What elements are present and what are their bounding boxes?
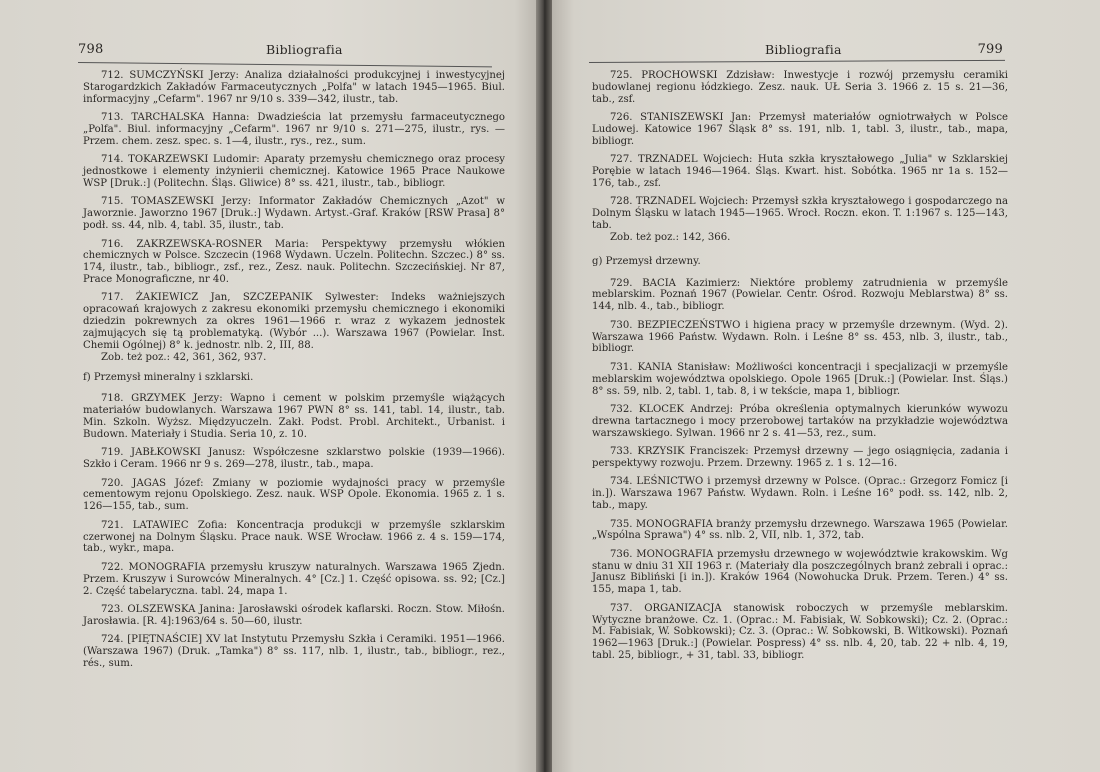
left-running-head: Bibliografia [266,42,343,57]
bibliography-entry: 717. ŻAKIEWICZ Jan, SZCZEPANIK Sylwester: Indeks ważniejszych opracowań krajowych z zakresu ekonomiki przemysłu chemicznego i ekonomiki dziedzin pokrewnych za okres 1961—1966 r. wraz z wykazem jednostek zajmujących się tą problematyką. (Wybór ...). Warszawa 1967 (Powielar. Inst. Chemii Ogólnej) 8° k. jednostr. nlb. 2, III, 88. [83,292,505,351]
section-heading: f) Przemysł mineralny i szklarski. [83,371,254,383]
bibliography-entry: 734. LEŚNICTWO i przemysł drzewny w Polsce. (Oprac.: Grzegorz Fomicz [i in.]). Warszawa 1967 Państw. Wydawn. Roln. i Leśne 16° podł. ss. 142, nlb. 2, tab., mapy. [592,476,1008,512]
section-heading: g) Przemysł drzewny. [592,255,701,267]
bibliography-entry: 715. TOMASZEWSKI Jerzy: Informator Zakładów Chemicznych „Azot" w Jaworznie. Jaworzno 1967 [Druk.:] Wydawn. Artyst.-Graf. Kraków [RSW Prasa] 8° podł. ss. 44, nlb. 4, tabl. 35, ilustr., tab. [83,196,505,232]
right-page-header [589,42,1003,60]
bibliography-entry: 722. MONOGRAFIA przemysłu kruszyw naturalnych. Warszawa 1965 Zjedn. Przem. Kruszyw i Surowców Mineralnych. 4° [Cz.] 1. Część opisowa. ss. 92; [Cz.] 2. Część tabelaryczna. tabl. 24, mapa 1. [83,561,505,597]
right-page-number: 799 [977,42,1003,57]
bibliography-entry: 727. TRZNADEL Wojciech: Huta szkła kryształowego „Julia" w Szklarskiej Porębie w latach 1946—1964. Śląs. Kwart. hist. Sobótka. 1965 nr 1a s. 152—176, tab., zsf. [592,154,1008,189]
bibliography-entry: 723. OLSZEWSKA Janina: Jarosławski ośrodek kaflarski. Roczn. Stow. Miłośn. Jarosławia. [R. 4]:1963/64 s. 50—60, ilustr. [83,604,505,627]
right-page-content [592,70,1008,669]
right-header-rule [589,60,1005,63]
bibliography-entry: 730. BEZPIECZEŃSTWO i higiena pracy w przemyśle drzewnym. (Wyd. 2). Warszawa 1966 Państw. Wydawn. Roln. i Leśne 8° ss. 453, nlb. 3, ilustr., tab., bibliogr. [592,319,1008,355]
bibliography-entry: 726. STANISZEWSKI Jan: Przemysł materiałów ogniotrwałych w Polsce Ludowej. Katowice 1967 Śląsk 8° ss. 191, nlb. 1, tabl. 3, ilustr., tab., mapa, bibliogr. [592,112,1008,147]
left-page-content [83,70,505,676]
bibliography-entry: 736. MONOGRAFIA przemysłu drzewnego w województwie krakowskim. Wg stanu w dniu 31 XII 1963 r. (Materiały dla poszczególnych branż zebrali i oprac.: Janusz Bibliński [i in.]). Kraków 1964 (Nowohucka Druk. Przem. Teren.) 4° ss. 155, mapa 1, tab. [592,548,1008,596]
bibliography-entry: 719. JABŁKOWSKI Janusz: Współczesne szklarstwo polskie (1939—1966). Szkło i Ceram. 1966 nr 9 s. 269—278, ilustr., tab., mapa. [83,447,505,471]
right-page [552,0,1100,772]
bibliography-entry: 718. GRZYMEK Jerzy: Wapno i cement w polskim przemyśle wiążących materiałów budowlanych. Warszawa 1967 PWN 8° ss. 141, tabl. 14, ilustr., tab. Min. Szkoln. Wyższ. Międzyuczeln. Zakł. Podst. Probl. Architekt., Urbanist. i Budown. Materiały i Studia. Seria 10, z. 10. [83,393,505,440]
right-running-head: Bibliografia [765,42,842,57]
bibliography-entry: 728. TRZNADEL Wojciech: Przemysł szkła kryształowego i gospodarczego na Dolnym Śląsku w latach 1945—1965. Wrocł. Roczn. ekon. T. 1:1967 s. 125—143, tab. [592,196,1008,232]
left-page-header [78,42,492,60]
see-also: Zob. też poz.: 142, 366. [610,231,731,243]
left-header-rule [78,62,492,67]
left-page [0,0,536,772]
bibliography-entry: 731. KANIA Stanisław: Możliwości koncentracji i specjalizacji w przemyśle meblarskim województwa opolskiego. Opole 1965 [Druk.:] (Powielar. Inst. Śląs.) 8° ss. 59, nlb. 2, tabl. 1, tab. 8, i w tekście, mapa 1, bibliogr. [592,361,1008,397]
bibliography-entry: 729. BACIA Kazimierz: Niektóre problemy zatrudnienia w przemyśle meblarskim. Poznań 1967 (Powielar. Centr. Ośrod. Rozwoju Meblarstwa) 8° ss. 144, nlb. 4., tab., bibliogr. [592,277,1008,313]
bibliography-entry: 737. ORGANIZACJA stanowisk roboczych w przemyśle meblarskim. Wytyczne branżowe. Cz. 1. (Oprac.: M. Fabisiak, W. Sobkowski); Cz. 2. (Oprac.: M. Fabisiak, W. Sobkowski); Cz. 3. (Oprac.: W. Sobkowski, B. Witkowski). Poznań 1962—1963 [Druk.:] (Powielar. Pospress) 4° ss. nlb. 4, 20, tab. 22 + nlb. 4, 19, tabl. 25, bibliogr., + 31, tabl. 33, bibliogr. [592,602,1008,662]
bibliography-entry: 735. MONOGRAFIA branży przemysłu drzewnego. Warszawa 1965 (Powielar. „Wspólna Sprawa") 4° ss. nlb. 2, VII, nlb. 1, 372, tab. [592,518,1008,542]
bibliography-entry: 724. [PIĘTNAŚCIE] XV lat Instytutu Przemysłu Szkła i Ceramiki. 1951—1966. (Warszawa 1967) (Druk. „Tamka") 8° ss. 117, nlb. 1, ilustr., tab., bibliogr., rez., rés., sum. [83,634,505,669]
bibliography-entry: 712. SUMCZYŃSKI Jerzy: Analiza działalności produkcyjnej i inwestycyjnej Starogardzkich Zakładów Farmaceutycznych „Polfa" w latach 1945—1965. Biul. informacyjny „Cefarm". 1967 nr 9/10 s. 339—342, ilustr., tab. [83,70,505,105]
book-gutter [536,0,552,772]
bibliography-entry: 721. LATAWIEC Zofia: Koncentracja produkcji w przemyśle szklarskim czerwonej na Dolnym Śląsku. Prace nauk. WSE Wrocław. 1966 z. 4 s. 159—174, tab., wykr., mapa. [83,519,505,555]
bibliography-entry: 713. TARCHALSKA Hanna: Dwadzieścia lat przemysłu farmaceutycznego „Polfa". Biul. informacyjny „Cefarm". 1967 nr 9/10 s. 271—275, ilustr., rys. — Przem. chem. zesz. spec. s. 1—4, ilustr., rys., rez., sum. [83,112,505,147]
bibliography-entry: 725. PROCHOWSKI Zdzisław: Inwestycje i rozwój przemysłu ceramiki budowlanej regionu łódzkiego. Zesz. nauk. UŁ Seria 3. 1966 z. 15 s. 21—36, tab., zsf. [592,70,1008,105]
bibliography-entry: 732. KLOCEK Andrzej: Próba określenia optymalnych kierunków wywozu drewna tartacznego i mocy przerobowej tartaków na przykładzie województwa warszawskiego. Sylwan. 1966 nr 2 s. 41—53, rez., sum. [592,403,1008,439]
bibliography-entry: 716. ZAKRZEWSKA-ROSNER Maria: Perspektywy przemysłu włókien chemicznych w Polsce. Szczecin (1968 Wydawn. Uczeln. Politechn. Szczec.) 8° ss. 174, ilustr., tab., bibliogr., zsf., rez., Zesz. nauk. Politechn. Szczecińskiej. Nr 87, Prace Monograficzne, nr 40. [83,238,505,286]
see-also: Zob. też poz.: 42, 361, 362, 937. [101,351,267,363]
left-page-number: 798 [78,42,104,57]
bibliography-entry: 720. JAGAS Józef: Zmiany w poziomie wydajności pracy w przemyśle cementowym rejonu Opolskiego. Zesz. nauk. WSP Opole. Ekonomia. 1965 z. 1 s. 126—155, tab., sum. [83,477,505,513]
bibliography-entry: 733. KRZYSIK Franciszek: Przemysł drzewny — jego osiągnięcia, zadania i perspektywy rozwoju. Przem. Drzewny. 1965 z. 1 s. 12—16. [592,446,1008,469]
bibliography-entry: 714. TOKARZEWSKI Ludomir: Aparaty przemysłu chemicznego oraz procesy jednostkowe i elementy inżynierii chemicznej. Katowice 1965 Prace Naukowe WSP [Druk.:] (Politechn. Śląs. Gliwice) 8° ss. 421, ilustr., tab., bibliogr. [83,154,505,189]
